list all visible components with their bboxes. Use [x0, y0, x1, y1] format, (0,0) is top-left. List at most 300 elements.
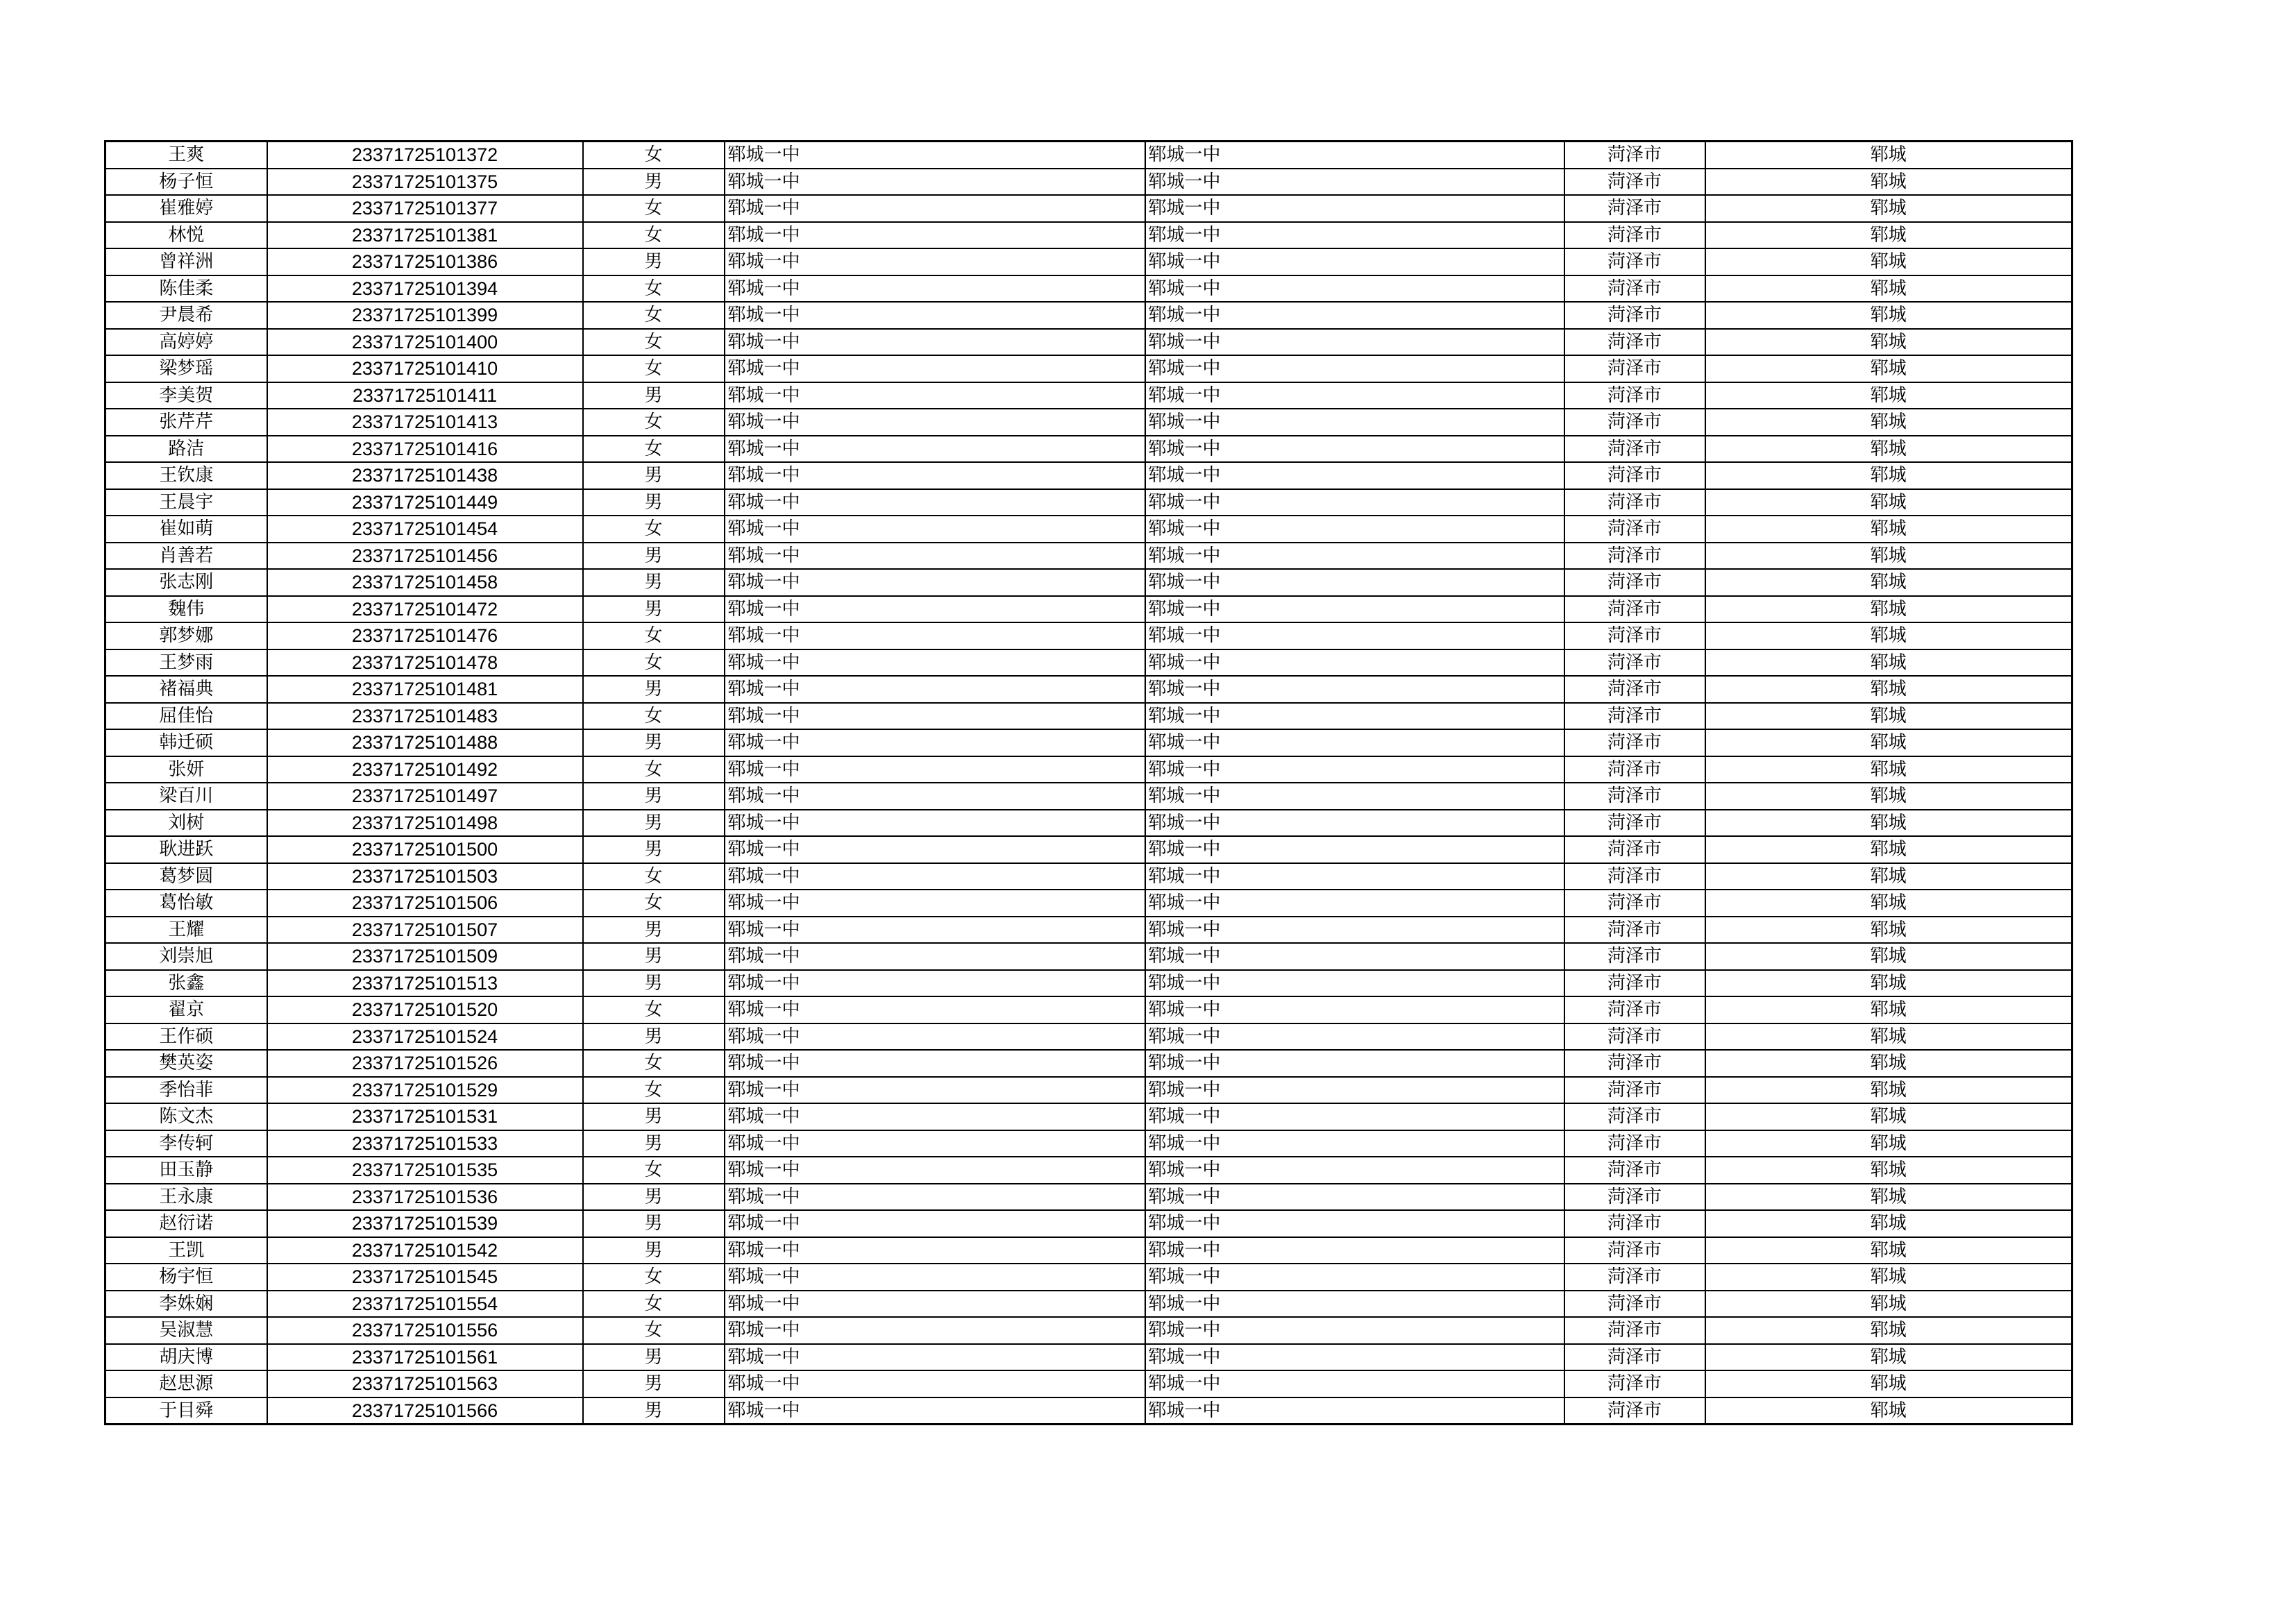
- cell-gender: 男: [583, 1370, 725, 1397]
- cell-exam-id: 23371725101539: [267, 1210, 583, 1237]
- cell-county: 郓城: [1705, 1023, 2073, 1051]
- cell-school: 郓城一中: [725, 1077, 1145, 1104]
- cell-school-2: 郓城一中: [1145, 302, 1564, 329]
- cell-county: 郓城: [1705, 1210, 2073, 1237]
- cell-county: 郓城: [1705, 1317, 2073, 1344]
- cell-name: 张鑫: [105, 970, 267, 997]
- cell-gender: 男: [583, 810, 725, 837]
- cell-exam-id: 23371725101531: [267, 1103, 583, 1130]
- cell-name: 刘崇旭: [105, 943, 267, 970]
- cell-gender: 女: [583, 516, 725, 543]
- cell-county: 郓城: [1705, 569, 2073, 596]
- table-row: [105, 596, 2073, 623]
- cell-school-2: 郓城一中: [1145, 622, 1564, 649]
- table-row: [105, 516, 2073, 543]
- table-row: [105, 996, 2073, 1023]
- cell-school-2: 郓城一中: [1145, 569, 1564, 596]
- cell-school: 郓城一中: [725, 1397, 1145, 1425]
- cell-city: 菏泽市: [1564, 355, 1705, 382]
- cell-name: 崔雅婷: [105, 195, 267, 222]
- cell-school-2: 郓城一中: [1145, 1023, 1564, 1051]
- cell-gender: 男: [583, 1184, 725, 1211]
- cell-county: 郓城: [1705, 756, 2073, 783]
- cell-gender: 男: [583, 1130, 725, 1157]
- cell-city: 菏泽市: [1564, 703, 1705, 730]
- cell-school-2: 郓城一中: [1145, 1264, 1564, 1291]
- cell-name: 吴淑慧: [105, 1317, 267, 1344]
- cell-county: 郓城: [1705, 890, 2073, 917]
- cell-gender: 女: [583, 996, 725, 1023]
- cell-city: 菏泽市: [1564, 382, 1705, 409]
- cell-county: 郓城: [1705, 622, 2073, 649]
- cell-school-2: 郓城一中: [1145, 1184, 1564, 1211]
- cell-city: 菏泽市: [1564, 1184, 1705, 1211]
- cell-exam-id: 23371725101492: [267, 756, 583, 783]
- cell-exam-id: 23371725101554: [267, 1291, 583, 1318]
- table-row: [105, 489, 2073, 516]
- cell-school: 郓城一中: [725, 1210, 1145, 1237]
- table-row: [105, 462, 2073, 489]
- cell-exam-id: 23371725101372: [267, 142, 583, 169]
- cell-name: 郭梦娜: [105, 622, 267, 649]
- cell-school: 郓城一中: [725, 516, 1145, 543]
- cell-name: 葛怡敏: [105, 890, 267, 917]
- cell-city: 菏泽市: [1564, 783, 1705, 810]
- cell-city: 菏泽市: [1564, 649, 1705, 677]
- cell-exam-id: 23371725101545: [267, 1264, 583, 1291]
- cell-name: 张芹芹: [105, 409, 267, 436]
- cell-school: 郓城一中: [725, 195, 1145, 222]
- cell-school-2: 郓城一中: [1145, 382, 1564, 409]
- cell-school: 郓城一中: [725, 382, 1145, 409]
- cell-school: 郓城一中: [725, 1157, 1145, 1184]
- cell-gender: 女: [583, 142, 725, 169]
- cell-name: 韩迁硕: [105, 729, 267, 756]
- table-row: [105, 943, 2073, 970]
- cell-county: 郓城: [1705, 516, 2073, 543]
- cell-exam-id: 23371725101566: [267, 1397, 583, 1425]
- cell-city: 菏泽市: [1564, 943, 1705, 970]
- cell-city: 菏泽市: [1564, 195, 1705, 222]
- table-row: [105, 1237, 2073, 1264]
- cell-school: 郓城一中: [725, 1344, 1145, 1371]
- cell-exam-id: 23371725101381: [267, 222, 583, 249]
- cell-county: 郓城: [1705, 810, 2073, 837]
- cell-gender: 女: [583, 1317, 725, 1344]
- cell-exam-id: 23371725101563: [267, 1370, 583, 1397]
- cell-school: 郓城一中: [725, 142, 1145, 169]
- cell-name: 樊英姿: [105, 1050, 267, 1077]
- cell-exam-id: 23371725101506: [267, 890, 583, 917]
- table-row: [105, 783, 2073, 810]
- cell-city: 菏泽市: [1564, 275, 1705, 303]
- cell-gender: 男: [583, 596, 725, 623]
- cell-name: 高婷婷: [105, 329, 267, 356]
- cell-name: 尹晨希: [105, 302, 267, 329]
- table-row: [105, 142, 2073, 169]
- cell-school-2: 郓城一中: [1145, 195, 1564, 222]
- cell-school: 郓城一中: [725, 329, 1145, 356]
- cell-city: 菏泽市: [1564, 890, 1705, 917]
- cell-gender: 女: [583, 622, 725, 649]
- table-row: [105, 1397, 2073, 1425]
- cell-school-2: 郓城一中: [1145, 1157, 1564, 1184]
- cell-county: 郓城: [1705, 1291, 2073, 1318]
- table-row: [105, 569, 2073, 596]
- cell-exam-id: 23371725101456: [267, 543, 583, 570]
- table-row: [105, 649, 2073, 677]
- table-row: [105, 409, 2073, 436]
- cell-name: 王晨宇: [105, 489, 267, 516]
- cell-county: 郓城: [1705, 917, 2073, 944]
- cell-exam-id: 23371725101535: [267, 1157, 583, 1184]
- cell-city: 菏泽市: [1564, 248, 1705, 275]
- cell-school-2: 郓城一中: [1145, 756, 1564, 783]
- cell-school: 郓城一中: [725, 222, 1145, 249]
- table-row: [105, 1023, 2073, 1051]
- cell-school-2: 郓城一中: [1145, 943, 1564, 970]
- cell-city: 菏泽市: [1564, 409, 1705, 436]
- cell-county: 郓城: [1705, 142, 2073, 169]
- cell-county: 郓城: [1705, 195, 2073, 222]
- cell-name: 王永康: [105, 1184, 267, 1211]
- cell-city: 菏泽市: [1564, 302, 1705, 329]
- cell-exam-id: 23371725101413: [267, 409, 583, 436]
- cell-school: 郓城一中: [725, 409, 1145, 436]
- cell-city: 菏泽市: [1564, 1237, 1705, 1264]
- table-row: [105, 622, 2073, 649]
- cell-name: 赵衍诺: [105, 1210, 267, 1237]
- cell-school: 郓城一中: [725, 622, 1145, 649]
- cell-exam-id: 23371725101526: [267, 1050, 583, 1077]
- cell-school: 郓城一中: [725, 756, 1145, 783]
- cell-county: 郓城: [1705, 1397, 2073, 1425]
- cell-school: 郓城一中: [725, 1184, 1145, 1211]
- cell-gender: 女: [583, 355, 725, 382]
- cell-school: 郓城一中: [725, 649, 1145, 677]
- cell-city: 菏泽市: [1564, 622, 1705, 649]
- cell-exam-id: 23371725101394: [267, 275, 583, 303]
- cell-city: 菏泽市: [1564, 810, 1705, 837]
- cell-exam-id: 23371725101483: [267, 703, 583, 730]
- cell-school: 郓城一中: [725, 783, 1145, 810]
- cell-gender: 女: [583, 703, 725, 730]
- cell-name: 王钦康: [105, 462, 267, 489]
- cell-city: 菏泽市: [1564, 516, 1705, 543]
- cell-school-2: 郓城一中: [1145, 1130, 1564, 1157]
- cell-county: 郓城: [1705, 729, 2073, 756]
- cell-exam-id: 23371725101400: [267, 329, 583, 356]
- cell-county: 郓城: [1705, 970, 2073, 997]
- table-row: [105, 729, 2073, 756]
- cell-city: 菏泽市: [1564, 1370, 1705, 1397]
- cell-school-2: 郓城一中: [1145, 703, 1564, 730]
- cell-gender: 男: [583, 1103, 725, 1130]
- cell-school-2: 郓城一中: [1145, 863, 1564, 890]
- cell-name: 胡庆博: [105, 1344, 267, 1371]
- cell-gender: 女: [583, 756, 725, 783]
- cell-exam-id: 23371725101529: [267, 1077, 583, 1104]
- cell-gender: 女: [583, 863, 725, 890]
- cell-school: 郓城一中: [725, 917, 1145, 944]
- table-row: [105, 1077, 2073, 1104]
- cell-name: 于目舜: [105, 1397, 267, 1425]
- cell-exam-id: 23371725101438: [267, 462, 583, 489]
- cell-school-2: 郓城一中: [1145, 810, 1564, 837]
- cell-school: 郓城一中: [725, 596, 1145, 623]
- cell-exam-id: 23371725101454: [267, 516, 583, 543]
- cell-gender: 男: [583, 1397, 725, 1425]
- cell-gender: 男: [583, 1344, 725, 1371]
- cell-name: 陈佳柔: [105, 275, 267, 303]
- cell-county: 郓城: [1705, 489, 2073, 516]
- cell-exam-id: 23371725101411: [267, 382, 583, 409]
- cell-exam-id: 23371725101524: [267, 1023, 583, 1051]
- table-row: [105, 863, 2073, 890]
- cell-exam-id: 23371725101476: [267, 622, 583, 649]
- cell-city: 菏泽市: [1564, 1210, 1705, 1237]
- cell-gender: 男: [583, 729, 725, 756]
- cell-school-2: 郓城一中: [1145, 676, 1564, 703]
- cell-county: 郓城: [1705, 169, 2073, 196]
- cell-city: 菏泽市: [1564, 836, 1705, 863]
- cell-gender: 女: [583, 222, 725, 249]
- cell-name: 赵思源: [105, 1370, 267, 1397]
- cell-gender: 女: [583, 1291, 725, 1318]
- cell-county: 郓城: [1705, 1184, 2073, 1211]
- cell-exam-id: 23371725101449: [267, 489, 583, 516]
- cell-exam-id: 23371725101533: [267, 1130, 583, 1157]
- cell-city: 菏泽市: [1564, 222, 1705, 249]
- cell-school: 郓城一中: [725, 569, 1145, 596]
- cell-gender: 男: [583, 676, 725, 703]
- cell-county: 郓城: [1705, 1077, 2073, 1104]
- cell-county: 郓城: [1705, 836, 2073, 863]
- cell-school-2: 郓城一中: [1145, 489, 1564, 516]
- cell-school-2: 郓城一中: [1145, 462, 1564, 489]
- cell-county: 郓城: [1705, 409, 2073, 436]
- cell-name: 王梦雨: [105, 649, 267, 677]
- cell-school: 郓城一中: [725, 543, 1145, 570]
- cell-gender: 男: [583, 248, 725, 275]
- cell-gender: 女: [583, 275, 725, 303]
- cell-school: 郓城一中: [725, 1023, 1145, 1051]
- cell-name: 翟京: [105, 996, 267, 1023]
- table-row: [105, 436, 2073, 463]
- cell-school-2: 郓城一中: [1145, 516, 1564, 543]
- cell-school-2: 郓城一中: [1145, 1370, 1564, 1397]
- cell-city: 菏泽市: [1564, 329, 1705, 356]
- cell-exam-id: 23371725101472: [267, 596, 583, 623]
- table-row: [105, 195, 2073, 222]
- cell-school-2: 郓城一中: [1145, 783, 1564, 810]
- cell-school-2: 郓城一中: [1145, 436, 1564, 463]
- cell-school-2: 郓城一中: [1145, 890, 1564, 917]
- cell-exam-id: 23371725101507: [267, 917, 583, 944]
- cell-city: 菏泽市: [1564, 863, 1705, 890]
- cell-county: 郓城: [1705, 1237, 2073, 1264]
- cell-gender: 女: [583, 890, 725, 917]
- cell-county: 郓城: [1705, 996, 2073, 1023]
- cell-gender: 女: [583, 436, 725, 463]
- cell-county: 郓城: [1705, 943, 2073, 970]
- cell-school: 郓城一中: [725, 1264, 1145, 1291]
- cell-county: 郓城: [1705, 462, 2073, 489]
- table-row: [105, 543, 2073, 570]
- cell-school: 郓城一中: [725, 355, 1145, 382]
- cell-exam-id: 23371725101498: [267, 810, 583, 837]
- table-row: [105, 275, 2073, 303]
- cell-city: 菏泽市: [1564, 1077, 1705, 1104]
- cell-school: 郓城一中: [725, 169, 1145, 196]
- cell-gender: 女: [583, 649, 725, 677]
- table-row: [105, 1291, 2073, 1318]
- table-row: [105, 1157, 2073, 1184]
- table-row: [105, 329, 2073, 356]
- cell-exam-id: 23371725101478: [267, 649, 583, 677]
- cell-school: 郓城一中: [725, 1370, 1145, 1397]
- cell-name: 王耀: [105, 917, 267, 944]
- cell-city: 菏泽市: [1564, 1397, 1705, 1425]
- cell-county: 郓城: [1705, 543, 2073, 570]
- cell-city: 菏泽市: [1564, 169, 1705, 196]
- cell-city: 菏泽市: [1564, 142, 1705, 169]
- cell-gender: 男: [583, 169, 725, 196]
- cell-exam-id: 23371725101410: [267, 355, 583, 382]
- cell-county: 郓城: [1705, 783, 2073, 810]
- cell-county: 郓城: [1705, 1050, 2073, 1077]
- cell-city: 菏泽市: [1564, 1344, 1705, 1371]
- cell-city: 菏泽市: [1564, 1050, 1705, 1077]
- cell-school: 郓城一中: [725, 1050, 1145, 1077]
- cell-county: 郓城: [1705, 1103, 2073, 1130]
- cell-county: 郓城: [1705, 1264, 2073, 1291]
- cell-school: 郓城一中: [725, 890, 1145, 917]
- cell-name: 梁百川: [105, 783, 267, 810]
- cell-school-2: 郓城一中: [1145, 1050, 1564, 1077]
- cell-gender: 女: [583, 1157, 725, 1184]
- cell-exam-id: 23371725101536: [267, 1184, 583, 1211]
- cell-county: 郓城: [1705, 1344, 2073, 1371]
- cell-exam-id: 23371725101481: [267, 676, 583, 703]
- cell-school: 郓城一中: [725, 248, 1145, 275]
- cell-county: 郓城: [1705, 436, 2073, 463]
- cell-gender: 男: [583, 836, 725, 863]
- cell-gender: 男: [583, 489, 725, 516]
- cell-school-2: 郓城一中: [1145, 1210, 1564, 1237]
- cell-county: 郓城: [1705, 222, 2073, 249]
- cell-name: 杨子恒: [105, 169, 267, 196]
- cell-gender: 男: [583, 917, 725, 944]
- cell-school: 郓城一中: [725, 275, 1145, 303]
- cell-gender: 男: [583, 1210, 725, 1237]
- cell-county: 郓城: [1705, 1370, 2073, 1397]
- cell-exam-id: 23371725101399: [267, 302, 583, 329]
- table-row: [105, 810, 2073, 837]
- table-body: [105, 142, 2073, 1425]
- cell-gender: 女: [583, 302, 725, 329]
- student-list-table: [104, 140, 2073, 1425]
- cell-exam-id: 23371725101416: [267, 436, 583, 463]
- cell-school-2: 郓城一中: [1145, 970, 1564, 997]
- cell-exam-id: 23371725101520: [267, 996, 583, 1023]
- cell-school: 郓城一中: [725, 863, 1145, 890]
- cell-exam-id: 23371725101561: [267, 1344, 583, 1371]
- cell-county: 郓城: [1705, 596, 2073, 623]
- cell-school: 郓城一中: [725, 1317, 1145, 1344]
- cell-exam-id: 23371725101497: [267, 783, 583, 810]
- cell-name: 李传轲: [105, 1130, 267, 1157]
- cell-name: 王作硕: [105, 1023, 267, 1051]
- cell-name: 梁梦瑶: [105, 355, 267, 382]
- cell-school: 郓城一中: [725, 436, 1145, 463]
- cell-name: 刘树: [105, 810, 267, 837]
- cell-school-2: 郓城一中: [1145, 222, 1564, 249]
- cell-school: 郓城一中: [725, 489, 1145, 516]
- cell-school-2: 郓城一中: [1145, 1103, 1564, 1130]
- cell-county: 郓城: [1705, 302, 2073, 329]
- table-row: [105, 1317, 2073, 1344]
- cell-city: 菏泽市: [1564, 676, 1705, 703]
- table-row: [105, 1184, 2073, 1211]
- cell-school-2: 郓城一中: [1145, 248, 1564, 275]
- cell-exam-id: 23371725101509: [267, 943, 583, 970]
- cell-city: 菏泽市: [1564, 1023, 1705, 1051]
- cell-exam-id: 23371725101375: [267, 169, 583, 196]
- cell-city: 菏泽市: [1564, 756, 1705, 783]
- cell-city: 菏泽市: [1564, 1264, 1705, 1291]
- table-row: [105, 756, 2073, 783]
- cell-school: 郓城一中: [725, 729, 1145, 756]
- table-row: [105, 676, 2073, 703]
- cell-name: 林悦: [105, 222, 267, 249]
- table-row: [105, 1264, 2073, 1291]
- table-row: [105, 836, 2073, 863]
- table-row: [105, 169, 2073, 196]
- cell-name: 陈文杰: [105, 1103, 267, 1130]
- cell-school-2: 郓城一中: [1145, 355, 1564, 382]
- cell-city: 菏泽市: [1564, 436, 1705, 463]
- cell-name: 李姝娴: [105, 1291, 267, 1318]
- cell-school-2: 郓城一中: [1145, 142, 1564, 169]
- cell-name: 王凯: [105, 1237, 267, 1264]
- cell-school-2: 郓城一中: [1145, 996, 1564, 1023]
- table-row: [105, 355, 2073, 382]
- cell-school-2: 郓城一中: [1145, 917, 1564, 944]
- cell-county: 郓城: [1705, 382, 2073, 409]
- cell-school: 郓城一中: [725, 810, 1145, 837]
- cell-school-2: 郓城一中: [1145, 169, 1564, 196]
- table-row: [105, 382, 2073, 409]
- cell-gender: 女: [583, 329, 725, 356]
- cell-school-2: 郓城一中: [1145, 329, 1564, 356]
- table-row: [105, 302, 2073, 329]
- cell-gender: 女: [583, 195, 725, 222]
- cell-name: 张志刚: [105, 569, 267, 596]
- cell-school: 郓城一中: [725, 676, 1145, 703]
- cell-name: 路洁: [105, 436, 267, 463]
- cell-city: 菏泽市: [1564, 489, 1705, 516]
- cell-school-2: 郓城一中: [1145, 1237, 1564, 1264]
- cell-school-2: 郓城一中: [1145, 836, 1564, 863]
- cell-exam-id: 23371725101488: [267, 729, 583, 756]
- cell-exam-id: 23371725101377: [267, 195, 583, 222]
- cell-name: 张妍: [105, 756, 267, 783]
- cell-school-2: 郓城一中: [1145, 596, 1564, 623]
- cell-name: 崔如萌: [105, 516, 267, 543]
- cell-gender: 女: [583, 409, 725, 436]
- cell-school: 郓城一中: [725, 462, 1145, 489]
